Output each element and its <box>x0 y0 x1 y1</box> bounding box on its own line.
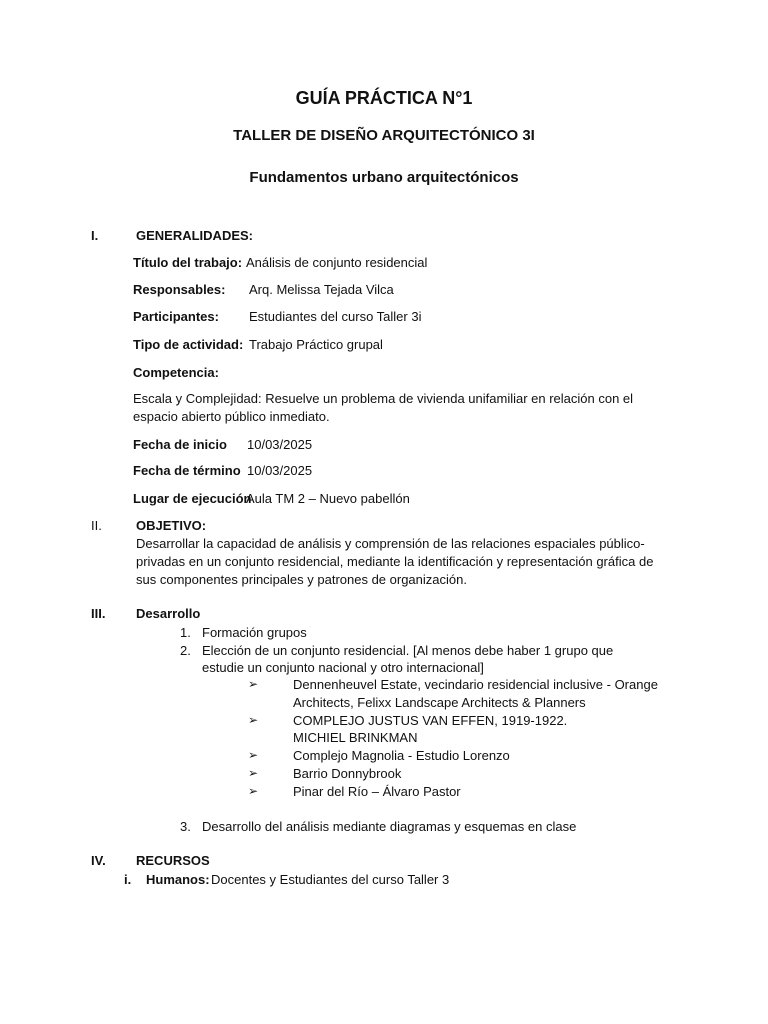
subsection-numeral: i. <box>124 872 132 887</box>
field-label-tipo-actividad: Tipo de actividad: <box>133 337 244 352</box>
fecha-termino-value: 10/03/2025 <box>247 463 313 478</box>
list-item-2-line-2: estudie un conjunto nacional y otro internacional] <box>202 660 484 675</box>
section-1-heading: GENERALIDADES: <box>136 228 254 243</box>
arrow-bullet-icon: ➢ <box>248 766 259 780</box>
document-subtitle: TALLER DE DISEÑO ARQUITECTÓNICO 3I <box>233 127 535 144</box>
humanos-label: Humanos: <box>146 872 210 887</box>
project-1-line-2: Architects, Felixx Landscape Architects & Planners <box>293 695 586 710</box>
objetivo-line-1: Desarrollar la capacidad de análisis y comprensión de las relaciones espaciales público- <box>136 536 645 551</box>
section-2-numeral: II. <box>91 518 102 533</box>
section-3-heading: Desarrollo <box>136 606 201 621</box>
field-label-responsables: Responsables: <box>133 282 226 297</box>
project-2-line-1: COMPLEJO JUSTUS VAN EFFEN, 1919-1922. <box>293 713 568 728</box>
fecha-inicio-label: Fecha de inicio <box>133 437 227 452</box>
list-item-1: Formación grupos <box>202 625 307 640</box>
section-4-numeral: IV. <box>91 853 106 868</box>
list-item-2-line-1: Elección de un conjunto residencial. [Al menos debe haber 1 grupo que <box>202 643 614 658</box>
field-value-titulo: Análisis de conjunto residencial <box>246 255 428 270</box>
list-item-3: Desarrollo del análisis mediante diagramas y esquemas en clase <box>202 819 577 834</box>
fecha-termino-label: Fecha de término <box>133 463 241 478</box>
arrow-bullet-icon: ➢ <box>248 748 259 762</box>
arrow-bullet-icon: ➢ <box>248 784 259 798</box>
arrow-bullet-icon: ➢ <box>248 713 259 727</box>
project-1-line-1: Dennenheuvel Estate, vecindario residencial inclusive - Orange <box>293 677 658 692</box>
project-5: Pinar del Río – Álvaro Pastor <box>293 784 461 799</box>
humanos-value: Docentes y Estudiantes del curso Taller 3 <box>211 872 450 887</box>
fecha-inicio-value: 10/03/2025 <box>247 437 313 452</box>
list-number-1: 1. <box>180 625 191 640</box>
objetivo-line-2: privadas en un conjunto residencial, mediante la identificación y representación gráfica de <box>136 554 654 569</box>
project-3: Complejo Magnolia - Estudio Lorenzo <box>293 748 510 763</box>
list-number-3: 3. <box>180 819 191 834</box>
objetivo-line-3: sus componentes principales y patrones de organización. <box>136 572 467 587</box>
section-3-numeral: III. <box>91 606 106 621</box>
project-2-line-2: MICHIEL BRINKMAN <box>293 730 418 745</box>
section-2-heading: OBJETIVO: <box>136 518 207 533</box>
competencia-line-2: espacio abierto público inmediato. <box>133 409 330 424</box>
list-number-2: 2. <box>180 643 191 658</box>
lugar-value: Aula TM 2 – Nuevo pabellón <box>246 491 410 506</box>
project-4: Barrio Donnybrook <box>293 766 402 781</box>
competencia-label: Competencia: <box>133 365 219 380</box>
field-value-tipo-actividad: Trabajo Práctico grupal <box>249 337 383 352</box>
field-value-responsables: Arq. Melissa Tejada Vilca <box>249 282 394 297</box>
document-topic: Fundamentos urbano arquitectónicos <box>249 169 519 186</box>
lugar-label: Lugar de ejecución <box>133 491 252 506</box>
section-1-numeral: I. <box>91 228 99 243</box>
competencia-line-1: Escala y Complejidad: Resuelve un problema de vivienda unifamiliar en relación con el <box>133 391 634 406</box>
arrow-bullet-icon: ➢ <box>248 677 259 691</box>
field-label-titulo: Título del trabajo: <box>133 255 243 270</box>
field-value-participantes: Estudiantes del curso Taller 3i <box>249 309 422 324</box>
section-4-heading: RECURSOS <box>136 853 210 868</box>
field-label-participantes: Participantes: <box>133 309 219 324</box>
document-title: GUÍA PRÁCTICA N°1 <box>295 88 473 108</box>
